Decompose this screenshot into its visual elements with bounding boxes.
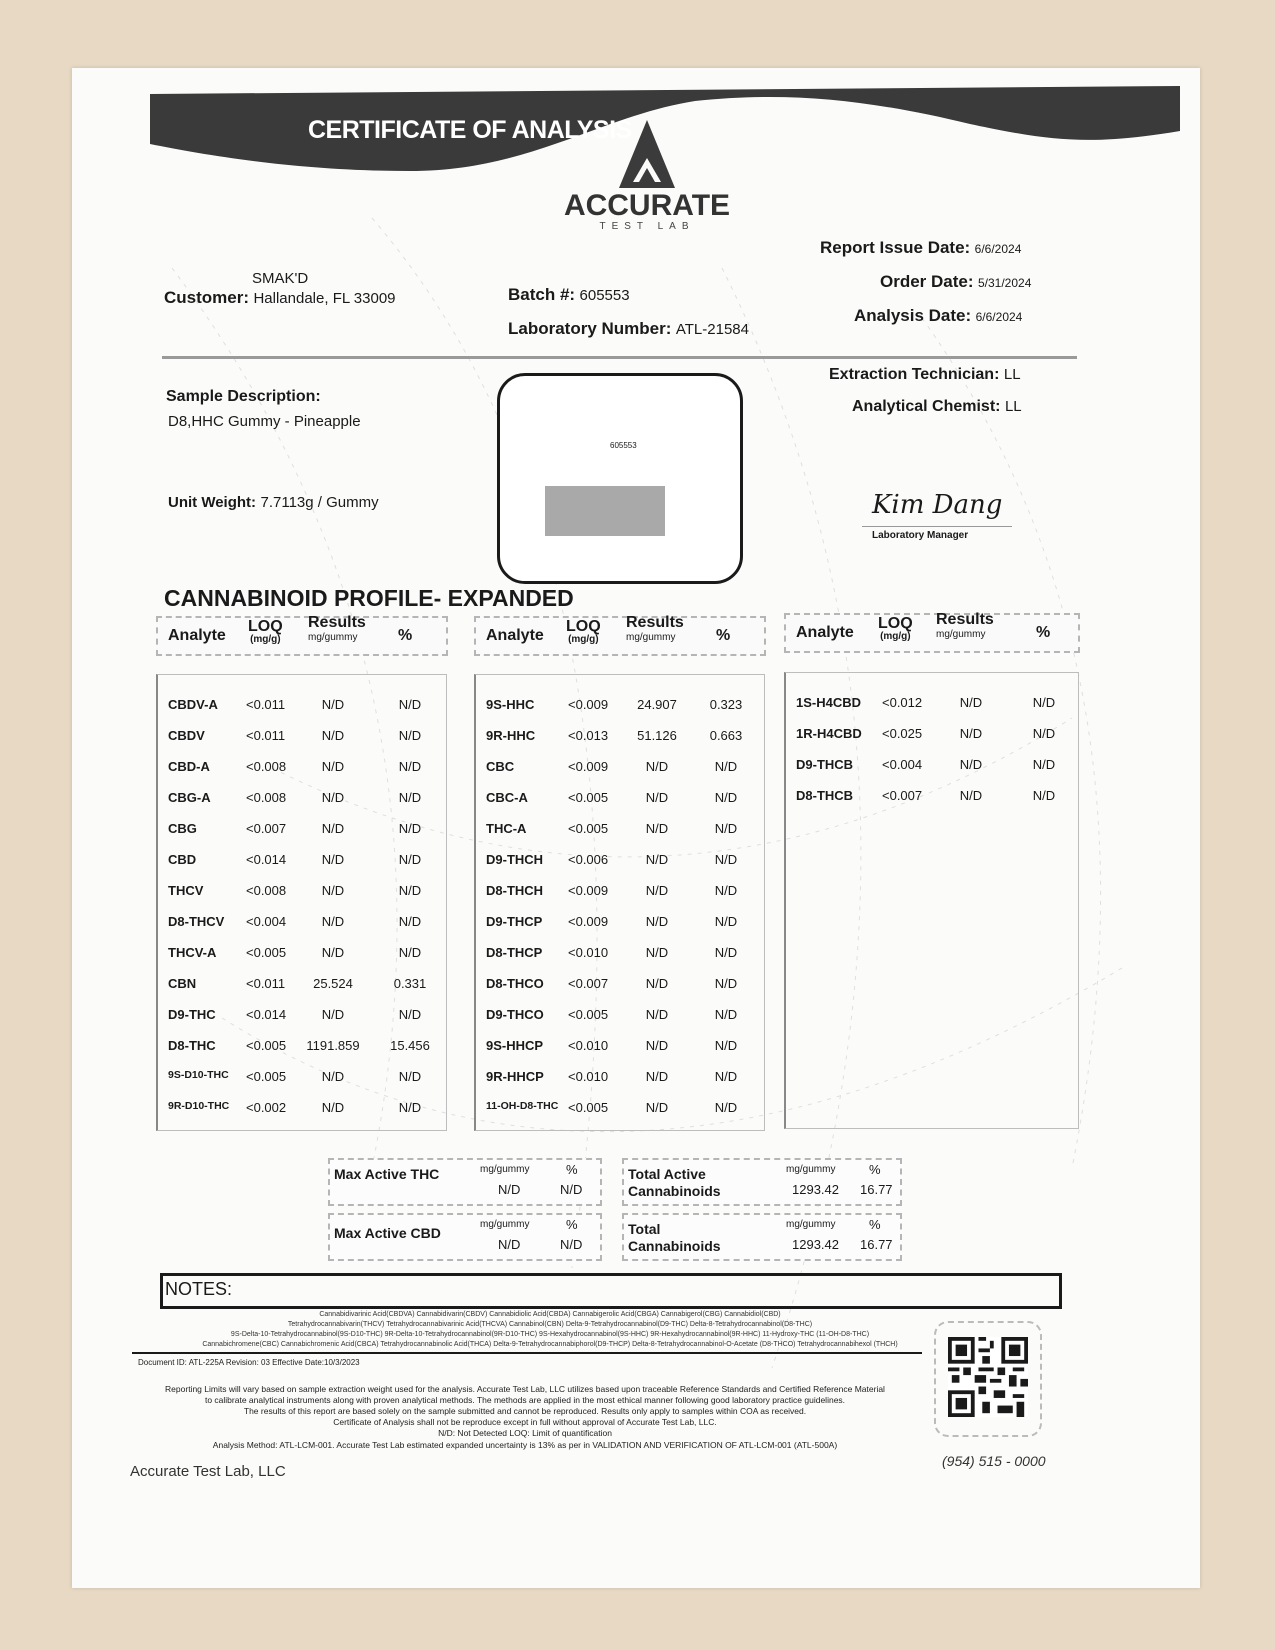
table-row — [476, 852, 764, 883]
loq-value: <0.005 — [246, 1038, 287, 1053]
abbrev-line-1: Cannabidivarinic Acid(CBDVA) Cannabidivarin(CBDV) Cannabidiolic Acid(CBDA) Cannabigerolic Acid(CBGA) Cannabigerol(CBG) Cannabidiol(CBD) — [319, 1311, 781, 1318]
manager-signature: Kim Dang — [872, 490, 1003, 520]
disclaimer-line-6: Analysis Method: ATL-LCM-001. Accurate Test Lab estimated expanded uncertainty is 13% as per in VALIDATION AND VERIFICATION OF ATL-LCM-001 (ATL-500A) — [212, 1440, 838, 1450]
loq-value: <0.008 — [246, 883, 287, 898]
result-value: N/D — [645, 883, 669, 898]
table-row — [786, 695, 1078, 726]
loq-value: <0.009 — [568, 883, 609, 898]
analyte-name: CBC-A — [486, 790, 528, 805]
analyte-name: D9-THCO — [486, 1007, 544, 1022]
document-title: CERTIFICATE OF ANALYSIS — [308, 116, 632, 144]
header-loq-unit: (mg/g) — [568, 634, 599, 645]
total-active-mg: 1293.42 — [792, 1182, 839, 1197]
percent-value: 15.456 — [390, 1038, 430, 1053]
table-2-body — [474, 674, 765, 1131]
percent-value: N/D — [398, 1007, 422, 1022]
max-active-cbd-unit: mg/gummy — [480, 1219, 530, 1230]
sample-photo-product — [545, 486, 665, 536]
header-results — [936, 611, 994, 640]
result-value: 1191.859 — [306, 1038, 360, 1053]
percent-value: N/D — [714, 1038, 738, 1053]
extraction-technician-value: LL — [1003, 366, 1021, 383]
analyte-name: 9R-D10-THC — [168, 1100, 230, 1112]
result-value: 24.907 — [637, 697, 677, 712]
header-percent: % — [398, 627, 413, 644]
sample-description-value: D8,HHC Gummy - Pineapple — [168, 413, 361, 430]
header-percent: % — [1036, 624, 1051, 641]
table-row — [158, 852, 446, 883]
batch-field — [508, 285, 630, 305]
footer-company: Accurate Test Lab, LLC — [130, 1463, 286, 1480]
total-cannabinoids-box — [622, 1213, 902, 1261]
result-value: N/D — [321, 790, 345, 805]
header-percent: % — [716, 627, 731, 644]
max-active-thc-pct-header: % — [566, 1162, 578, 1177]
percent-value: N/D — [714, 976, 738, 991]
percent-value: N/D — [714, 1069, 738, 1084]
table-1-header — [156, 616, 448, 656]
table-row — [476, 914, 764, 945]
report-issue-date-value: 6/6/2024 — [974, 242, 1022, 256]
analyte-name: CBDV-A — [168, 697, 218, 712]
analyte-name: CBN — [168, 976, 197, 991]
max-active-thc-mg: N/D — [498, 1182, 521, 1197]
percent-value: N/D — [398, 790, 422, 805]
percent-value: N/D — [398, 821, 422, 836]
lab-number-value: ATL-21584 — [675, 321, 749, 338]
loq-value: <0.007 — [568, 976, 609, 991]
table-row — [158, 790, 446, 821]
notes-label: NOTES: — [165, 1279, 233, 1299]
analysis-date-field — [854, 306, 1022, 326]
header-results-unit: mg/gummy — [936, 629, 986, 640]
notes-divider — [132, 1352, 922, 1354]
loq-value: <0.013 — [568, 728, 609, 743]
table-row — [476, 1007, 764, 1038]
loq-value: <0.010 — [568, 945, 609, 960]
percent-value: N/D — [714, 759, 738, 774]
header-loq — [248, 618, 283, 645]
total-active-label — [628, 1166, 721, 1200]
analyte-name: THCV-A — [168, 945, 217, 960]
report-issue-date-label: Report Issue Date: — [820, 238, 971, 257]
total-active-pct: 16.77 — [860, 1182, 893, 1197]
abbrev-line-3: 9S-Delta-10-Tetrahydrocannabinol(9S-D10-THC) 9R-Delta-10-Tetrahydrocannabinol(9R-D10-THC) 9S-Hexahydrocannabinol(9S-HHC) 9R-Hexahydrocannabinol(9R-HHC) 11-Hydroxy-THC (11-OH-D8-THC) — [230, 1331, 870, 1338]
percent-value: N/D — [1032, 726, 1056, 741]
table-row — [158, 697, 446, 728]
result-value: N/D — [645, 1038, 669, 1053]
table-row — [786, 757, 1078, 788]
sample-photo — [497, 373, 743, 584]
loq-value: <0.011 — [246, 728, 286, 743]
total-active-pct-header: % — [869, 1162, 881, 1177]
percent-value: N/D — [398, 759, 422, 774]
analyte-name: CBC — [486, 759, 515, 774]
total-active-label-1: Total Active — [628, 1166, 706, 1182]
loq-value: <0.005 — [568, 790, 609, 805]
result-value: N/D — [321, 759, 345, 774]
result-value: N/D — [959, 757, 983, 772]
table-row — [158, 821, 446, 852]
max-active-thc-label: Max Active THC — [334, 1166, 440, 1182]
table-row — [158, 1069, 446, 1100]
header-analyte: Analyte — [796, 624, 854, 641]
analyte-name: 9S-HHCP — [486, 1038, 544, 1053]
analytical-chemist-label: Analytical Chemist: — [852, 398, 1001, 415]
header-results-label: Results — [936, 611, 994, 628]
total-label-2: Cannabinoids — [628, 1238, 721, 1254]
loq-value: <0.009 — [568, 697, 609, 712]
analyte-name: CBG-A — [168, 790, 211, 805]
disclaimer-line-2: to calibrate analytical instruments along with proven analytical methods. The methods are applied in the most ethical manner following good laboratory practice guidelines. — [204, 1395, 846, 1405]
analyte-name: 11-OH-D8-THC — [486, 1100, 559, 1112]
percent-value: N/D — [714, 821, 738, 836]
loq-value: <0.005 — [568, 1100, 609, 1115]
footer-phone: (954) 515 - 0000 — [942, 1453, 1046, 1469]
loq-value: <0.014 — [246, 852, 287, 867]
loq-value: <0.005 — [568, 821, 609, 836]
result-value: N/D — [321, 821, 345, 836]
percent-value: N/D — [1032, 757, 1056, 772]
table-row — [786, 788, 1078, 819]
lab-number-field — [508, 319, 749, 339]
sample-description-label: Sample Description: — [166, 388, 321, 405]
header-loq-unit: (mg/g) — [250, 634, 281, 645]
lab-number-label: Laboratory Number: — [508, 319, 672, 338]
header-analyte: Analyte — [486, 627, 544, 644]
result-value: N/D — [645, 1007, 669, 1022]
batch-label: Batch #: — [508, 285, 576, 304]
disclaimer-line-5: N/D: Not Detected LOQ: Limit of quantification — [438, 1428, 612, 1438]
analyte-name: D8-THCH — [486, 883, 544, 898]
result-value: N/D — [321, 945, 345, 960]
table-row — [158, 945, 446, 976]
customer-address: Hallandale, FL 33009 — [253, 290, 396, 307]
table-row — [158, 1038, 446, 1069]
qr-code-icon[interactable] — [948, 1337, 1028, 1417]
total-active-label-2: Cannabinoids — [628, 1183, 721, 1199]
notes-box — [160, 1273, 1062, 1309]
loq-value: <0.005 — [246, 1069, 287, 1084]
loq-value: <0.008 — [246, 790, 287, 805]
loq-value: <0.004 — [246, 914, 287, 929]
analyte-name: CBD — [168, 852, 197, 867]
loq-value: <0.010 — [568, 1038, 609, 1053]
table-row — [476, 759, 764, 790]
max-active-cbd-label: Max Active CBD — [334, 1225, 441, 1241]
sample-photo-label: 605553 — [610, 441, 637, 450]
percent-value: 0.331 — [393, 976, 427, 991]
analyte-name: D8-THCV — [168, 914, 225, 929]
max-active-cbd-pct: N/D — [560, 1237, 583, 1252]
disclaimer-line-4: Certificate of Analysis shall not be reproduce except in full without approval of Accurate Test Lab, LLC. — [333, 1417, 717, 1427]
percent-value: N/D — [398, 945, 422, 960]
manager-title: Laboratory Manager — [872, 530, 969, 541]
analyte-name: CBD-A — [168, 759, 210, 774]
analyte-name: CBDV — [168, 728, 205, 743]
loq-value: <0.014 — [246, 1007, 287, 1022]
table-row — [476, 821, 764, 852]
max-active-thc-unit: mg/gummy — [480, 1164, 530, 1175]
profile-title: CANNABINOID PROFILE- EXPANDED — [164, 585, 574, 611]
table-1-body — [156, 674, 447, 1131]
header-loq — [878, 615, 913, 642]
table-row — [476, 728, 764, 759]
analyte-name: CBG — [168, 821, 197, 836]
report-issue-date-field — [820, 238, 1021, 258]
header-loq-label: LOQ — [878, 615, 913, 632]
total-unit: mg/gummy — [786, 1219, 836, 1230]
percent-value: N/D — [714, 883, 738, 898]
analyte-name: 9R-HHCP — [486, 1069, 544, 1084]
unit-weight-label: Unit Weight: — [168, 494, 257, 511]
result-value: N/D — [645, 976, 669, 991]
order-date-label: Order Date: — [880, 272, 974, 291]
percent-value: N/D — [714, 1100, 738, 1115]
analyte-name: 9S-HHC — [486, 697, 535, 712]
result-value: N/D — [645, 852, 669, 867]
logo-triangle-icon — [617, 120, 677, 190]
table-row — [476, 883, 764, 914]
table-row — [476, 976, 764, 1007]
total-pct: 16.77 — [860, 1237, 893, 1252]
table-row — [476, 790, 764, 821]
result-value: N/D — [645, 1069, 669, 1084]
abbrev-line-4: Cannabichromene(CBC) Cannabichromenic Acid(CBCA) Tetrahydrocannabinolic Acid(THCA) Delta-9-Tetrahydrocannabiphorol(D9-THCP) Delta-8-Tetrahydrocannabinol-O-Acetate (D8-THCO) Tetrahydrocannabihexol (THCH) — [202, 1341, 898, 1348]
percent-value: N/D — [398, 697, 422, 712]
table-row — [158, 976, 446, 1007]
loq-value: <0.009 — [568, 759, 609, 774]
analyte-name: THCV — [168, 883, 204, 898]
table-2-header — [474, 616, 766, 656]
result-value: N/D — [321, 1069, 345, 1084]
batch-value: 605553 — [579, 287, 630, 304]
table-row — [158, 914, 446, 945]
header-loq-label: LOQ — [248, 618, 283, 635]
table-3-body — [784, 672, 1079, 1129]
table-row — [158, 883, 446, 914]
result-value: N/D — [959, 695, 983, 710]
total-label — [628, 1221, 721, 1255]
header-results-label: Results — [308, 614, 366, 631]
percent-value: N/D — [714, 790, 738, 805]
max-active-thc-pct: N/D — [560, 1182, 583, 1197]
document-id: Document ID: ATL-225A Revision: 03 Effective Date:10/3/2023 — [138, 1358, 360, 1367]
max-active-cbd-box — [328, 1213, 602, 1261]
header-results-unit: mg/gummy — [626, 632, 676, 643]
result-value: N/D — [645, 1100, 669, 1115]
result-value: N/D — [645, 759, 669, 774]
result-value: N/D — [959, 726, 983, 741]
analytical-chemist-field — [852, 398, 1022, 416]
result-value: N/D — [321, 1007, 345, 1022]
percent-value: N/D — [714, 945, 738, 960]
loq-value: <0.007 — [882, 788, 923, 803]
header-divider — [162, 356, 1077, 359]
result-value: N/D — [321, 914, 345, 929]
loq-value: <0.008 — [246, 759, 287, 774]
header-analyte: Analyte — [168, 627, 226, 644]
disclaimer-line-3: The results of this report are based solely on the sample submitted and cannot be reproduced. Results only apply to samples within COA as received. — [243, 1406, 807, 1416]
analyte-name: D9-THCB — [796, 757, 854, 772]
percent-value: N/D — [398, 1100, 422, 1115]
max-active-cbd-pct-header: % — [566, 1217, 578, 1232]
header-results — [626, 614, 684, 643]
unit-weight-field — [168, 494, 379, 512]
percent-value: N/D — [398, 1069, 422, 1084]
result-value: N/D — [321, 852, 345, 867]
result-value: N/D — [321, 1100, 345, 1115]
disclaimer-line-1: Reporting Limits will vary based on sample extraction weight used for the analysis. Accurate Test Lab, LLC utilizes based upon traceable Reference Standards and Certified Reference Material — [165, 1384, 885, 1394]
loq-value: <0.002 — [246, 1100, 287, 1115]
loq-value: <0.004 — [882, 757, 923, 772]
analytical-chemist-value: LL — [1004, 398, 1022, 415]
analyte-name: D8-THCB — [796, 788, 854, 803]
header-results-unit: mg/gummy — [308, 632, 358, 643]
result-value: N/D — [645, 945, 669, 960]
percent-value: N/D — [398, 914, 422, 929]
loq-value: <0.012 — [882, 695, 923, 710]
analyte-name: D9-THCH — [486, 852, 544, 867]
abbrev-line-2: Tetrahydrocannabivarin(THCV) Tetrahydrocannabivarinic Acid(THCVA) Cannabinol(CBN) Delta-9-Tetrahydrocannabinol(D9-THC) Delta-8-Tetrahydrocannabinol(D8-THC) — [287, 1321, 813, 1328]
table-row — [158, 759, 446, 790]
percent-value: N/D — [398, 883, 422, 898]
table-row — [476, 1100, 764, 1131]
table-row — [476, 697, 764, 728]
analyte-name: 9S-D10-THC — [168, 1069, 229, 1081]
analyte-name: 1R-H4CBD — [796, 726, 862, 741]
total-label-1: Total — [628, 1221, 661, 1237]
result-value: N/D — [645, 821, 669, 836]
loq-value: <0.005 — [246, 945, 287, 960]
table-row — [786, 726, 1078, 757]
loq-value: <0.011 — [246, 697, 286, 712]
result-value: N/D — [959, 788, 983, 803]
total-active-cannabinoids-box — [622, 1158, 902, 1206]
analyte-name: THC-A — [486, 821, 527, 836]
extraction-technician-label: Extraction Technician: — [829, 366, 1000, 383]
unit-weight-value: 7.7113g / Gummy — [260, 494, 379, 511]
header-loq-label: LOQ — [566, 618, 601, 635]
table-row — [476, 1038, 764, 1069]
result-value: N/D — [321, 697, 345, 712]
qr-code-frame — [934, 1321, 1042, 1437]
analyte-name: D8-THC — [168, 1038, 216, 1053]
signature-line — [862, 526, 1012, 527]
analyte-name: D8-THCO — [486, 976, 544, 991]
analyte-name: D9-THC — [168, 1007, 216, 1022]
order-date-field — [880, 272, 1031, 292]
result-value: 25.524 — [313, 976, 353, 991]
extraction-technician-field — [829, 366, 1021, 384]
table-row — [158, 1100, 446, 1131]
total-mg: 1293.42 — [792, 1237, 839, 1252]
certificate-page — [72, 68, 1200, 1588]
result-value: N/D — [645, 914, 669, 929]
table-row — [476, 1069, 764, 1100]
table-row — [476, 945, 764, 976]
header-results — [308, 614, 366, 643]
table-row — [158, 1007, 446, 1038]
percent-value: N/D — [714, 914, 738, 929]
percent-value: N/D — [398, 728, 422, 743]
percent-value: N/D — [1032, 788, 1056, 803]
percent-value: 0.663 — [709, 728, 743, 743]
customer-field — [164, 288, 396, 308]
customer-label: Customer: — [164, 288, 250, 307]
percent-value: 0.323 — [709, 697, 743, 712]
company-logo — [552, 120, 742, 232]
loq-value: <0.025 — [882, 726, 923, 741]
loq-value: <0.011 — [246, 976, 286, 991]
analyte-name: D8-THCP — [486, 945, 543, 960]
loq-value: <0.006 — [568, 852, 609, 867]
result-value: 51.126 — [637, 728, 677, 743]
loq-value: <0.009 — [568, 914, 609, 929]
analysis-date-value: 6/6/2024 — [975, 310, 1023, 324]
loq-value: <0.010 — [568, 1069, 609, 1084]
table-row — [158, 728, 446, 759]
table-3-header — [784, 613, 1080, 653]
header-results-label: Results — [626, 614, 684, 631]
percent-value: N/D — [398, 852, 422, 867]
result-value: N/D — [321, 883, 345, 898]
max-active-thc-box — [328, 1158, 602, 1206]
header-loq-unit: (mg/g) — [880, 631, 911, 642]
loq-value: <0.007 — [246, 821, 287, 836]
order-date-value: 5/31/2024 — [977, 276, 1032, 290]
analyte-name: 9R-HHC — [486, 728, 536, 743]
total-active-unit: mg/gummy — [786, 1164, 836, 1175]
max-active-cbd-mg: N/D — [498, 1237, 521, 1252]
result-value: N/D — [321, 728, 345, 743]
header-loq — [566, 618, 601, 645]
result-value: N/D — [645, 790, 669, 805]
loq-value: <0.005 — [568, 1007, 609, 1022]
total-pct-header: % — [869, 1217, 881, 1232]
percent-value: N/D — [714, 852, 738, 867]
percent-value: N/D — [714, 1007, 738, 1022]
logo-name: ACCURATE — [563, 189, 731, 222]
customer-name: SMAK'D — [252, 270, 309, 287]
percent-value: N/D — [1032, 695, 1056, 710]
analyte-name: 1S-H4CBD — [796, 695, 862, 710]
analyte-name: D9-THCP — [486, 914, 543, 929]
analysis-date-label: Analysis Date: — [854, 306, 972, 325]
logo-subtitle: TEST LAB — [599, 221, 695, 232]
